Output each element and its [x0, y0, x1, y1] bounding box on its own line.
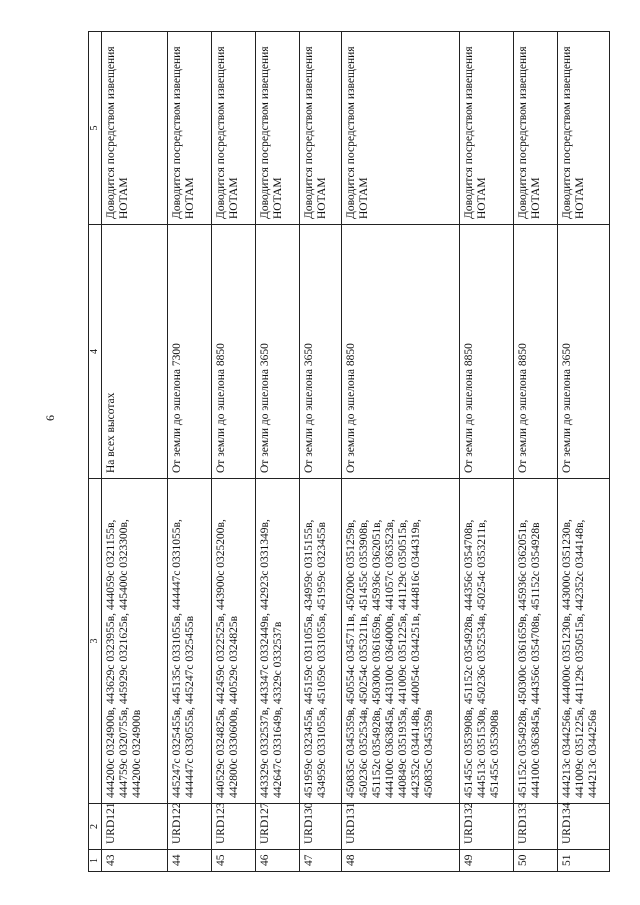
table-row — [168, 32, 212, 872]
row-number: 44 — [168, 850, 212, 872]
row-number: 49 — [460, 850, 514, 872]
zone-code: URD133 — [514, 804, 558, 850]
page-number: 6 — [43, 415, 57, 421]
zone-altitude: От земли до эшелона 3650 — [256, 225, 300, 479]
zone-coordinates: 444200с 0324900в, 443629с 0323955в, 444059с 0321155в, 444759с 0320755в, 445929с 0321625в, 445400с 0323300в, 444200с 0324900в — [102, 479, 168, 804]
zone-code: URD131 — [342, 804, 460, 850]
row-number: 47 — [300, 850, 342, 872]
zone-code: URD134 — [558, 804, 610, 850]
row-number: 50 — [514, 850, 558, 872]
zone-coordinates: 450835с 0345359в, 450554с 0345711в, 450200с 0351259в, 450236с 0352534в, 450254с 0353211в, 451455с 0353908в, 451152с 0354928в, 450300с 0361659в, 445936с 0362051в, 444100с 0363845в, 443100с 0364000в, 441057с 0363523в, 440849с 0351935в, 441009с 0351225в, 441129с 0350515в, 442352с 0344148в, 440054с 0344251в, 444816с 0344319в, 450835с 0345359в — [342, 479, 460, 804]
table-row — [342, 32, 460, 872]
zone-altitude: На всех высотах — [102, 225, 168, 479]
column-header-2: 2 — [89, 804, 102, 850]
row-number: 43 — [102, 850, 168, 872]
row-number: 48 — [342, 850, 460, 872]
zone-note: Доводится посредством извещения НОТАМ — [256, 32, 300, 225]
restricted-zones-table — [88, 31, 610, 872]
column-header-3: 3 — [89, 479, 102, 804]
zone-note: Доводится посредством извещения НОТАМ — [514, 32, 558, 225]
zone-coordinates: 445247с 0325455в, 445135с 0331055в, 444447с 0331055в, 444447с 0330555в, 445247с 0325455в — [168, 479, 212, 804]
zone-code: URD121 — [102, 804, 168, 850]
column-header-1: 1 — [89, 850, 102, 872]
zone-coordinates: 451959с 0323455в, 445159с 0311055в, 434959с 0315155в, 434959с 0331055в, 451059с 0331055в, 451959с 0323455в — [300, 479, 342, 804]
zone-note: Доводится посредством извещения НОТАМ — [300, 32, 342, 225]
zone-code: URD123 — [212, 804, 256, 850]
zone-coordinates: 451152с 0354928в, 450300с 0361659в, 445936с 0362051в, 444100с 0363845в, 444356с 0354708в, 451152с 0354928в — [514, 479, 558, 804]
row-number: 51 — [558, 850, 610, 872]
zone-note: Доводится посредством извещения НОТАМ — [102, 32, 168, 225]
zone-code: URD132 — [460, 804, 514, 850]
table-row — [102, 32, 168, 872]
row-number: 45 — [212, 850, 256, 872]
table-row — [300, 32, 342, 872]
table-row — [460, 32, 514, 872]
zone-altitude: От земли до эшелона 8850 — [342, 225, 460, 479]
column-header-5: 5 — [89, 32, 102, 225]
table-row — [558, 32, 610, 872]
zone-note: Доводится посредством извещения НОТАМ — [212, 32, 256, 225]
zone-altitude: От земли до эшелона 8850 — [460, 225, 514, 479]
table-row — [212, 32, 256, 872]
zone-altitude: От земли до эшелона 8850 — [514, 225, 558, 479]
zone-note: Доводится посредством извещения НОТАМ — [168, 32, 212, 225]
zone-code: URD130 — [300, 804, 342, 850]
zone-altitude: От земли до эшелона 7300 — [168, 225, 212, 479]
zone-code: URD127 — [256, 804, 300, 850]
zone-note: Доводится посредством извещения НОТАМ — [558, 32, 610, 225]
zone-altitude: От земли до эшелона 3650 — [300, 225, 342, 479]
zone-note: Доводится посредством извещения НОТАМ — [460, 32, 514, 225]
table-row — [256, 32, 300, 872]
zone-code: URD122 — [168, 804, 212, 850]
zone-altitude: От земли до эшелона 8850 — [212, 225, 256, 479]
zone-coordinates: 443329с 0332537в, 443347с 0332449в, 442923с 0331349в, 442647с 0331649в, 43329с 0332537в — [256, 479, 300, 804]
table-row — [514, 32, 558, 872]
zone-coordinates: 444213с 0344256в, 444000с 0351230в, 443000с 0351230в, 441009с 0351225в, 441129с 0350515в, 442352с 0344148в, 444213с 0344256в — [558, 479, 610, 804]
zone-coordinates: 440529с 0324825в, 442459с 0322525в, 443900с 0325200в, 442800с 0330600в, 440529с 0324825в — [212, 479, 256, 804]
zone-coordinates: 451455с 0353908в, 451152с 0354928в, 444356с 0354708в, 444513с 0351530в, 450236с 0352534в, 450254с 0353211в, 451455с 0353908в — [460, 479, 514, 804]
header-row — [89, 32, 102, 872]
table-container — [88, 32, 599, 872]
zone-note: Доводится посредством извещения НОТАМ — [342, 32, 460, 225]
row-number: 46 — [256, 850, 300, 872]
zone-altitude: От земли до эшелона 3650 — [558, 225, 610, 479]
column-header-4: 4 — [89, 225, 102, 479]
